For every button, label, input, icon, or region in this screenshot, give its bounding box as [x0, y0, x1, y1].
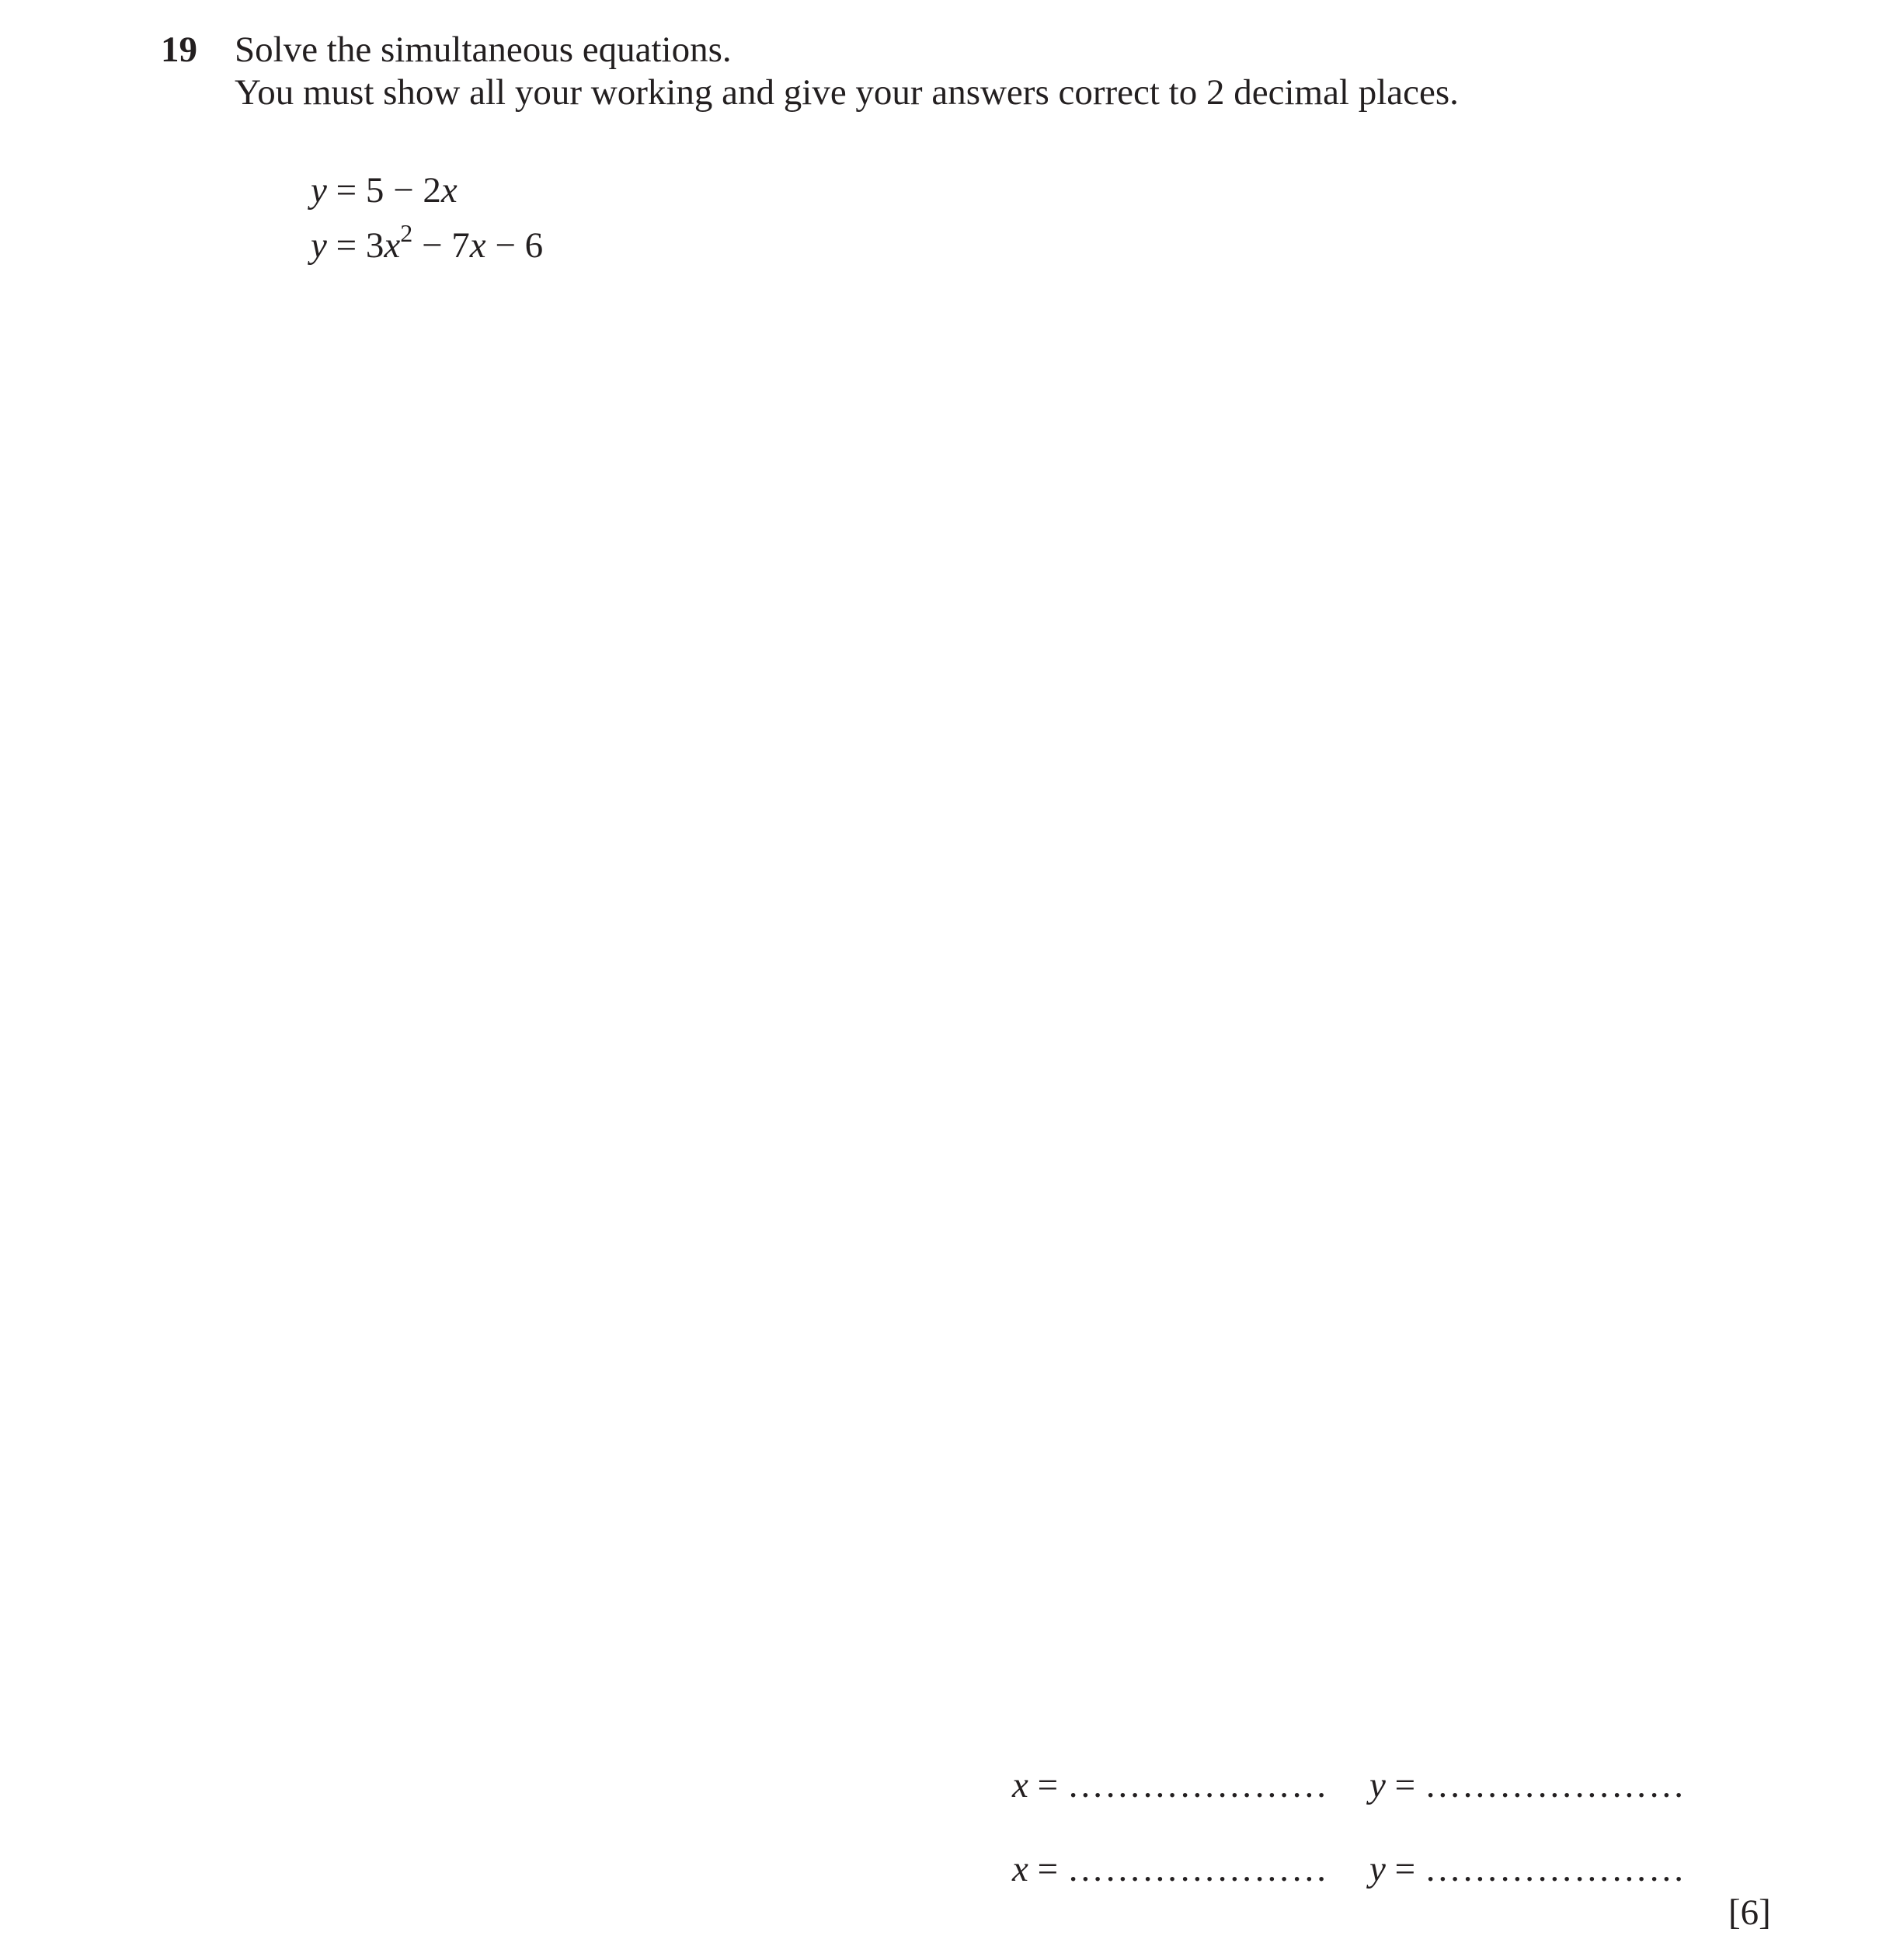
equation-quadratic-part-c: − 6: [485, 225, 544, 266]
equation-quadratic-part-a: = 3: [326, 225, 384, 266]
answer-x-label: x: [1012, 1765, 1028, 1805]
question-number: 19: [161, 30, 197, 70]
equation-linear-rhs: = 5 − 2: [326, 170, 441, 211]
equation-quadratic-exponent: 2: [400, 219, 413, 247]
equation-quadratic-var-x2: x: [469, 225, 486, 266]
question-requirement: You must show all your working and give your answers correct to 2 decimal places.: [235, 72, 1459, 113]
question-instruction: Solve the simultaneous equations.: [235, 30, 732, 70]
answer-equals: =: [1028, 1849, 1067, 1889]
marks-total: [6]: [1728, 1892, 1771, 1933]
answer-x-second[interactable]: [1012, 1847, 1328, 1891]
answer-x-blank[interactable]: …………………: [1067, 1849, 1328, 1889]
answer-y-label: y: [1369, 1765, 1386, 1805]
answer-equals: =: [1385, 1849, 1425, 1889]
equation-quadratic-part-b: − 7: [412, 225, 470, 266]
equation-linear-lhs: y: [311, 170, 327, 211]
equation-quadratic: [311, 219, 544, 267]
answer-x-label: x: [1012, 1849, 1028, 1889]
equation-linear-var: x: [440, 170, 458, 211]
answer-x-first[interactable]: [1012, 1763, 1328, 1807]
answer-equals: =: [1385, 1765, 1425, 1805]
answer-y-second[interactable]: [1369, 1847, 1686, 1891]
equation-quadratic-lhs: y: [311, 225, 327, 266]
equation-quadratic-var-x: x: [384, 225, 401, 266]
answer-y-first[interactable]: [1369, 1763, 1686, 1807]
answer-y-blank[interactable]: …………………: [1424, 1849, 1686, 1889]
answer-x-blank[interactable]: …………………: [1067, 1765, 1328, 1805]
equation-linear: [311, 169, 458, 212]
answer-equals: =: [1028, 1765, 1067, 1805]
answer-y-label: y: [1369, 1849, 1386, 1889]
answer-y-blank[interactable]: …………………: [1424, 1765, 1686, 1805]
